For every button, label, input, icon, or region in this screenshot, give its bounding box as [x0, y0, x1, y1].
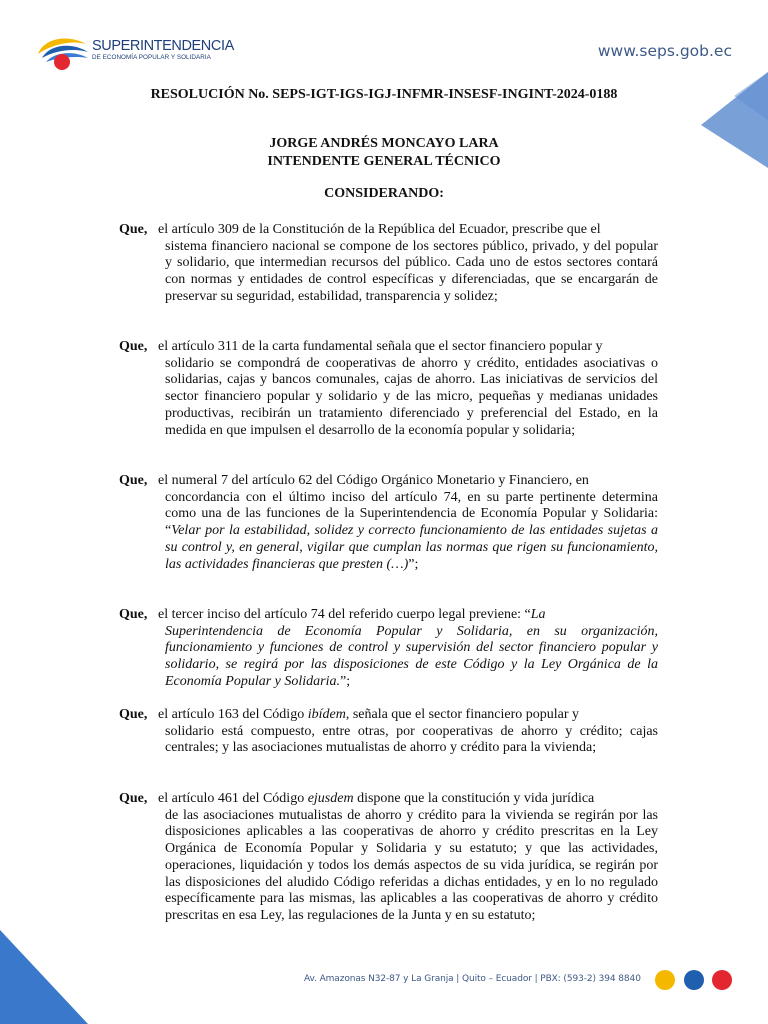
clause-paragraph	[119, 222, 658, 306]
clause-quote: Superintendencia de Economía Popular y Solidaria, en su organización, funcionamiento y funciones de control y supervisión del sector financiero popular y solidario, se regirá por las disposiciones de este Código y la Ley Orgánica de la Economía Popular y Solidaria.	[165, 623, 658, 689]
logo-subtitle: DE ECONOMÍA POPULAR Y SOLIDARIA	[92, 54, 211, 61]
clause-text-end: ”;	[408, 556, 419, 572]
clause-body	[119, 624, 658, 691]
author-block	[0, 135, 768, 171]
clause-first-line	[119, 607, 658, 624]
author-role: INTENDENTE GENERAL TÉCNICO	[267, 154, 501, 169]
clause-quote: Velar por la estabilidad, solidez y correcto funcionamiento de las entidades sujetas a su control y, en general, vigilar que cumplan las normas que rigen su funcionamiento, las actividades financieras que presten (…)	[165, 523, 658, 572]
clause-paragraph	[119, 791, 658, 925]
clause-text: el artículo 461 del Código	[158, 791, 308, 806]
clause-first-line: el numeral 7 del artículo 62 del Código Orgánico Monetario y Financiero, en	[158, 473, 589, 488]
author-name: JORGE ANDRÉS MONCAYO LARA	[269, 136, 499, 151]
clause-body: de las asociaciones mutualistas de ahorro y crédito para la vivienda se regirán por las disposiciones aplicables a las cooperativas de ahorro y crédito prescritas en la Ley Orgánica de Economía Popular y Solidaria y su estatuto; y que las actividades, operaciones, liquidación y todos los demás aspectos de su vida jurídica, se regirán por las disposiciones del aludido Código referidas a dichas entidades, y en lo no regulado específicamente para las mismas, las aplicables a las cooperativas de ahorro y crédito prescritas en esa Ley, las regulaciones de la Junta y en su estatuto;	[165, 807, 658, 923]
clause-body: solidario está compuesto, entre otras, por cooperativas de ahorro y crédito; cajas centrales; y las asociaciones mutualistas de ahorro y crédito para la vivienda;	[165, 723, 658, 756]
clause-text-end: dispone que la constitución y vida jurídica	[353, 791, 595, 806]
clause-body: sistema financiero nacional se compone de los sectores público, privado, y del popular y solidario, que intermedian recursos del público. Cada uno de estos sectores contará con normas y entidades de control específicas y diferenciadas, que se encargarán de preservar su seguridad, estabilidad, transparencia y solidez;	[165, 238, 658, 304]
footer-address: Av. Amazonas N32-87 y La Granja | Quito – Ecuador | PBX: (593-2) 394 8840	[304, 974, 641, 984]
footer-dot-blue	[684, 970, 704, 990]
clause-paragraph	[119, 473, 658, 573]
clause-paragraph	[119, 607, 658, 691]
logo-title: SUPERINTENDENCIA	[92, 38, 234, 54]
que-label: Que,	[119, 339, 148, 354]
corner-triangle-decoration-bottom	[0, 924, 90, 1024]
clause-text-end: ”;	[340, 673, 351, 689]
footer-dot-red	[712, 970, 732, 990]
clause-text: concordancia con el último inciso del artículo 74, en su parte pertinente determina como una de las funciones de la Superintendencia de Economía Popular y Solidaria: “	[165, 489, 658, 539]
seps-logo	[34, 32, 234, 72]
que-label: Que,	[119, 791, 148, 806]
que-label: Que,	[119, 707, 148, 722]
que-label: Que,	[119, 473, 148, 488]
clause-text: el tercer inciso del artículo 74 del referido cuerpo legal previene: “	[158, 607, 531, 622]
que-label: Que,	[119, 607, 148, 622]
clause-paragraph	[119, 707, 658, 757]
clause-body	[119, 490, 658, 574]
clause-ref: ibídem	[307, 707, 346, 722]
clause-first-line: el artículo 311 de la carta fundamental señala que el sector financiero popular y	[158, 339, 603, 354]
resolution-title: RESOLUCIÓN No. SEPS-IGT-IGS-IGJ-INFMR-INSESF-INGINT-2024-0188	[150, 87, 618, 102]
clause-first-line: el artículo 309 de la Constitución de la República del Ecuador, prescribe que el	[158, 222, 601, 237]
clause-first-line	[119, 707, 658, 724]
clause-ref: ejusdem	[307, 791, 354, 806]
clause-first-line	[119, 791, 658, 808]
que-label: Que,	[119, 222, 148, 237]
website-link[interactable]: www.seps.gob.ec	[597, 42, 732, 60]
clause-paragraph	[119, 339, 658, 439]
logo-mark-icon	[34, 32, 92, 72]
clause-body: solidario se compondrá de cooperativas de ahorro y crédito, entidades asociativas o solidarias, cajas y bancos comunales, cajas de ahorro. Las iniciativas de servicios del sector financiero popular y solidario y de las micro, pequeñas y medianas unidades productivas, recibirán un tratamiento diferenciado y preferencial del Estado, en la medida en que impulsen el desarrollo de la economía popular y solidaria;	[165, 355, 658, 438]
clause-quote: La	[530, 607, 546, 622]
clause-text: el artículo 163 del Código	[158, 707, 308, 722]
clause-text-end: , señala que el sector financiero popular y	[345, 707, 580, 722]
section-heading: CONSIDERANDO:	[324, 186, 444, 201]
footer-dot-yellow	[655, 970, 675, 990]
